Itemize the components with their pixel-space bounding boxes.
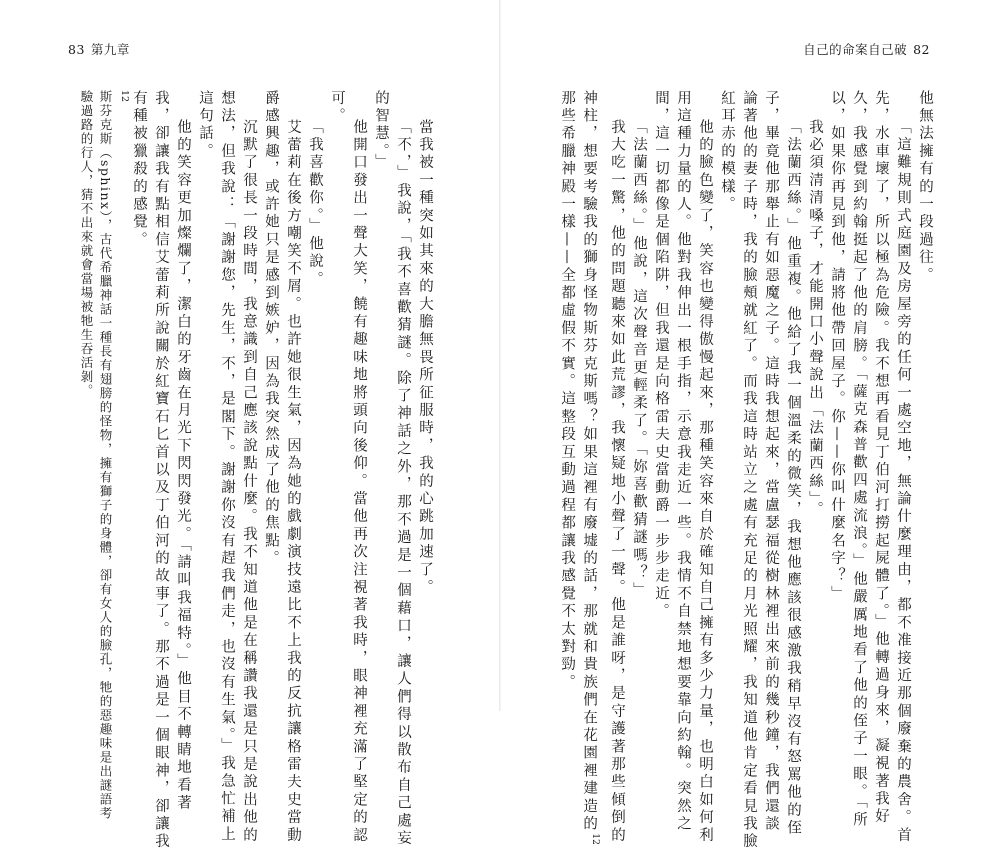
left-page-header <box>62 40 130 58</box>
footnote-line: 斯芬克斯（sphinx），古代希臘神話一種長有翅膀的怪物，擁有獅子的身體，卻有女人的臉孔，牠的惡趣味是出謎語考 <box>98 90 113 821</box>
right-page-header <box>803 40 936 58</box>
text-line: 那些希臘神殿一樣——全都虛假不實。這整段互動過程都讓我感覺不太對勁。 <box>559 90 576 692</box>
text-line: 他開口發出一聲大笑，饒有趣味地將頭向後仰。當他再次注視著我時，眼神裡充滿了堅定的認 <box>351 119 367 845</box>
text-line: 他無法擁有的一段過往。 <box>917 90 933 285</box>
right-page-body <box>559 90 936 851</box>
text-line: 「不，」我說，「我不喜歡猜謎。除了神話之外，那不過是一個藉口，讓人們得以散布自己處妄 <box>395 119 411 848</box>
text-segment: 神柱，想要考驗我的獅身怪物斯芬克斯嗎？如果這裡有廢墟的話，那就和貴族們在花園裡建造的 <box>581 90 598 834</box>
text-line-with-footnote-ref <box>578 90 606 845</box>
footnote-ref[interactable]: 12 <box>590 833 600 845</box>
right-page-number: 82 <box>913 42 930 57</box>
text-line: 論著他的妻子時，我的臉頰就紅了。而我這時站立之處有充足的月光照耀，我知道他肯定看見我臉 <box>741 90 757 851</box>
text-line: 艾蕾莉在後方嘲笑不屑。也許她很生氣，因為她的戲劇演技遠比不上我的反抗讓格雷夫史當動 <box>285 119 301 845</box>
text-line: 可。 <box>329 90 345 126</box>
text-line: 我大吃一驚，他的問題聽來如此荒謬，我懷疑地小聲了一聲。他是誰呀，是守護著那些傾倒的 <box>609 119 625 845</box>
text-line: 先，水車壞了，所以極為危險。我不想再看見丁伯河打撈起屍體了。」他轉過身來，凝視著我好 <box>873 90 889 827</box>
text-line: 間，這一切都像是個陷阱，但我還是向格雷夫史當動爵一步步走近。 <box>653 90 669 621</box>
text-line: 「法蘭西絲。」他重複。他給了我一個溫柔的微笑，我想他應該很感激我稍早沒有怒罵他的侄 <box>785 119 801 838</box>
text-line: 想法，但我說：「謝謝您，先生，不，是閣下。謝謝你沒有趕我們走，也沒有生氣。」我急忙補上 <box>219 90 235 844</box>
footnote <box>79 90 134 821</box>
left-page-number: 83 <box>68 42 85 57</box>
text-line: 我必須清清嗓子，才能開口小聲說出「法蘭西絲」。 <box>807 119 823 519</box>
text-line: 他的笑容更加燦爛了，潔白的牙齒在月光下閃閃發光。「請叫我福特。」他目不轉睛地看著 <box>175 119 191 813</box>
book-title: 自己的命案自己破 <box>803 42 908 57</box>
text-line: 「我喜歡你。」他說。 <box>307 119 323 289</box>
text-line: 「法蘭西絲。」他說，這次聲音更輕柔了。「妳喜歡猜謎嗎？」 <box>631 119 647 601</box>
text-line: 子，畢竟他那舉止有如惡魔之子。這時我想起來，當盧瑟福從樹林裡出來前的幾秒鐘，我們還談 <box>763 90 779 834</box>
footnote-number: 12 <box>119 90 130 103</box>
chapter-title: 第九章 <box>90 42 130 57</box>
text-line: 「這難規則式庭園及房屋旁的任何一處空地，無論什麼理由，都不准接近那個廢棄的農舍。首 <box>895 119 911 845</box>
text-line: 當我被一種突如其來的大膽無畏所征服時，我的心跳加速了。 <box>417 119 433 597</box>
text-line: 用這種力量的人。他對我伸出一根手指，示意我走近一些。我情不自禁地想要靠向約翰。突然之 <box>675 90 691 834</box>
text-line: 爵感興趣，或許她只是感到嫉妒，因為我突然成了他的焦點。 <box>263 90 279 568</box>
text-line: 紅耳赤的模樣。 <box>719 90 735 214</box>
text-line: 以，如果你再見到他，請將他帶回屋子。你——你叫什麼名字？」 <box>829 90 845 604</box>
left-page-body <box>131 90 436 851</box>
text-line: 他的臉色變了，笑容也變得傲慢起來，那種笑容來自於確知自己擁有多少力量，也明白如何利 <box>697 119 713 845</box>
text-line: 的智慧。」 <box>373 90 389 172</box>
text-line: 這句話。 <box>197 90 213 161</box>
text-line: 沉默了很長一段時間，我意識到自己應該說點什麼。我不知道他是在稱讚我還是只是說出他的 <box>241 119 257 845</box>
text-line: 我，卻讓我有點相信艾蕾莉所說關於紅寶石匕首以及丁伯河的故事了。那不過是一個眼神，卻讓我 <box>153 90 169 851</box>
text-line: 有種被獵殺的感覺。 <box>131 90 147 250</box>
text-line: 久，我感覺到約翰挺起了他的肩膀。「薩克森普歡四處流浪。」他嚴厲地看了他的侄子一眼。「所 <box>851 90 867 830</box>
footnote-line: 驗過路的行人，猜不出來就會當場被牠生吞活剝。 <box>79 90 94 398</box>
right-page <box>500 0 1000 851</box>
